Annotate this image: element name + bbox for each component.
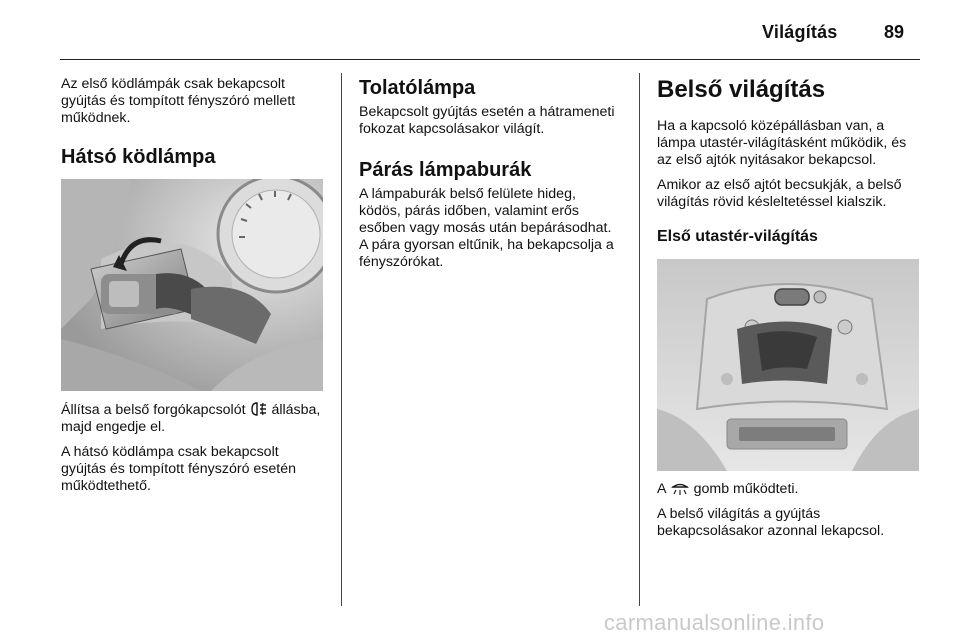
column-3	[657, 76, 925, 548]
misted-lenses-heading: Párás lámpaburák	[359, 159, 532, 181]
courtesy-light-photo	[657, 259, 919, 471]
front-courtesy-text: A belső világítás a gyújtás bekapcsolásakor azonnal lekapcsol.	[657, 506, 885, 539]
rear-fog-heading: Hátsó ködlámpa	[61, 146, 216, 168]
rear-fog-text: A hátsó ködlámpa csak bekapcsolt gyújtás és tompított fényszóró esetén működtethető.	[61, 444, 297, 494]
column-1	[61, 76, 327, 503]
reversing-light-text: Bekapcsolt gyújtás esetén a hátrameneti fokozat kapcsolásakor világít.	[359, 104, 615, 137]
interior-lighting-text-2: Amikor az első ajtót becsukják, a belső világítás rövid késleltetéssel kialszik.	[657, 177, 902, 210]
reversing-light-heading: Tolatólámpa	[359, 77, 476, 99]
watermark: carmanualsonline.info	[604, 610, 825, 635]
header-divider	[60, 59, 920, 60]
column-divider-1	[341, 73, 342, 606]
courtesy-lamp-icon	[670, 482, 690, 496]
misted-lenses-text: A lámpaburák belső felülete hideg, ködös, párás időben, valamint erős esőben vagy mosás után bepárásodhat. A pára gyorsan eltűnik, ha bekapcsolja a fényszórókat.	[359, 186, 614, 270]
column-2	[359, 76, 621, 279]
interior-lighting-text-1: Ha a kapcsoló középállásban van, a lámpa utastér-világításként működik, és az első ajtók nyitásakor bekapcsol.	[657, 118, 907, 168]
button-operates-text: A gomb működteti.	[657, 481, 799, 497]
page-header	[0, 0, 960, 60]
rear-fog-lamp-icon	[250, 401, 268, 417]
page-number: 89	[884, 22, 905, 42]
interior-lighting-heading: Belső világítás	[657, 76, 826, 103]
header-title: Világítás	[762, 22, 838, 42]
column-divider-2	[639, 73, 640, 606]
light-switch-photo	[61, 179, 323, 391]
front-courtesy-heading: Első utastér-világítás	[657, 228, 818, 245]
fog-lamp-intro: Az első ködlámpák csak bekapcsolt gyújtás és tompított fényszóró mellett működnek.	[61, 76, 296, 126]
rear-fog-instruction: Állítsa a belső forgókapcsolót állásba, majd engedje el.	[61, 402, 321, 435]
